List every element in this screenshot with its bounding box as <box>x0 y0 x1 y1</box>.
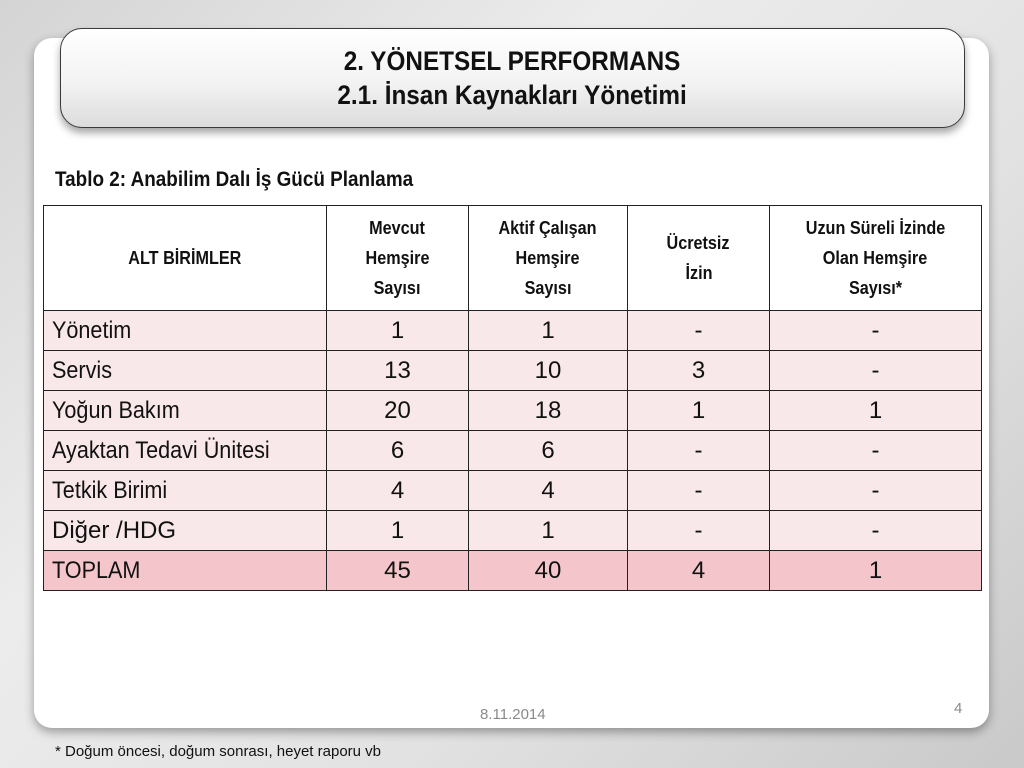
value-cell: - <box>628 511 770 551</box>
value-cell: - <box>770 311 982 351</box>
total-label-cell: TOPLAM <box>44 551 327 591</box>
value-cell: 1 <box>327 311 469 351</box>
total-value-cell: 45 <box>327 551 469 591</box>
value-cell: - <box>770 511 982 551</box>
footnote: * Doğum öncesi, doğum sonrası, heyet raporu vb <box>55 743 382 760</box>
value-cell: 6 <box>327 431 469 471</box>
header-uzun-sureli-izin: Uzun Süreli İzinde Olan Hemşire Sayısı* <box>770 206 982 311</box>
unit-name-cell: Ayaktan Tedavi Ünitesi <box>44 431 327 471</box>
unit-name-cell: Diğer /HDG <box>44 511 327 551</box>
header-mevcut-hemsire: Mevcut Hemşire Sayısı <box>327 206 469 311</box>
value-cell: - <box>628 471 770 511</box>
table-row <box>44 351 982 391</box>
header-ucretsiz-izin: Ücretsiz İzin <box>628 206 770 311</box>
workforce-table <box>43 205 982 591</box>
value-cell: 1 <box>628 391 770 431</box>
value-cell: 6 <box>469 431 628 471</box>
table-row <box>44 511 982 551</box>
unit-name-cell: Servis <box>44 351 327 391</box>
value-cell: 1 <box>770 391 982 431</box>
value-cell: 10 <box>469 351 628 391</box>
total-value-cell: 1 <box>770 551 982 591</box>
total-value-cell: 4 <box>628 551 770 591</box>
unit-name-cell: Yoğun Bakım <box>44 391 327 431</box>
header-aktif-calisan: Aktif Çalışan Hemşire Sayısı <box>469 206 628 311</box>
table-row <box>44 311 982 351</box>
value-cell: - <box>770 471 982 511</box>
unit-name-cell: Yönetim <box>44 311 327 351</box>
value-cell: 1 <box>327 511 469 551</box>
value-cell: - <box>770 431 982 471</box>
value-cell: 18 <box>469 391 628 431</box>
title-box <box>60 28 965 128</box>
table-row <box>44 431 982 471</box>
value-cell: - <box>628 431 770 471</box>
footer-date: 8.11.2014 <box>480 706 546 723</box>
table-row <box>44 391 982 431</box>
value-cell: 13 <box>327 351 469 391</box>
table-caption: Tablo 2: Anabilim Dalı İş Gücü Planlama <box>55 168 414 191</box>
header-alt-birimler: ALT BİRİMLER <box>44 206 327 311</box>
page-number: 4 <box>954 700 963 717</box>
unit-name-cell: Tetkik Birimi <box>44 471 327 511</box>
value-cell: 4 <box>327 471 469 511</box>
header-row <box>44 206 982 311</box>
value-cell: - <box>770 351 982 391</box>
section-title: 2. YÖNETSEL PERFORMANS <box>344 46 681 76</box>
value-cell: - <box>628 311 770 351</box>
value-cell: 20 <box>327 391 469 431</box>
value-cell: 3 <box>628 351 770 391</box>
table-row <box>44 471 982 511</box>
value-cell: 1 <box>469 311 628 351</box>
total-value-cell: 40 <box>469 551 628 591</box>
value-cell: 1 <box>469 511 628 551</box>
subsection-title: 2.1. İnsan Kaynakları Yönetimi <box>337 80 688 110</box>
value-cell: 4 <box>469 471 628 511</box>
total-row <box>44 551 982 591</box>
